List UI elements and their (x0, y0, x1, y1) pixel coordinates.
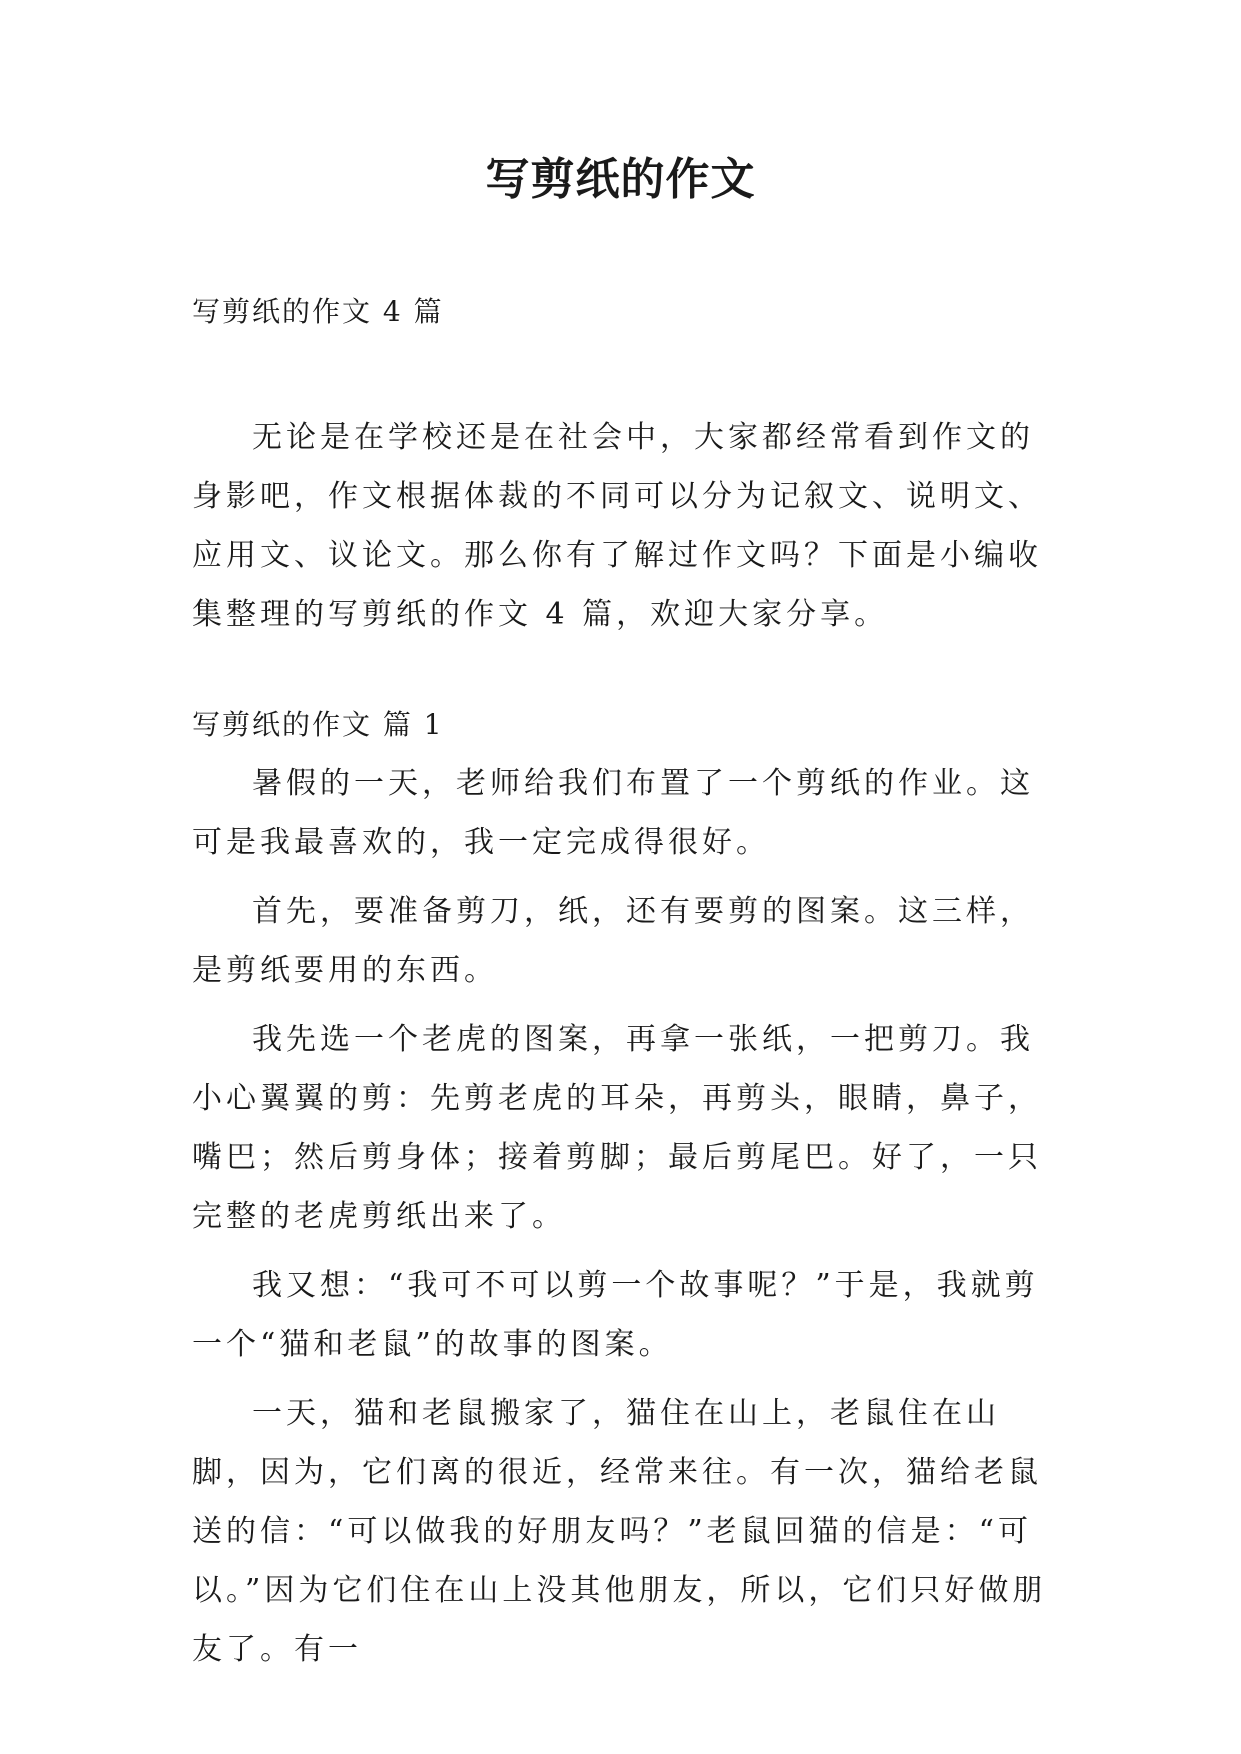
body-paragraph: 我又想：“我可不可以剪一个故事呢？”于是，我就剪一个“猫和老鼠”的故事的图案。 (192, 1268, 1039, 1362)
body-paragraph: 首先，要准备剪刀，纸，还有要剪的图案。这三样，是剪纸要用的东西。 (192, 894, 1034, 988)
body-paragraph: 暑假的一天，老师给我们布置了一个剪纸的作业。这可是我最喜欢的，我一定完成得很好。 (192, 766, 1034, 860)
document-title: 写剪纸的作文 (485, 154, 756, 205)
document-subtitle: 写剪纸的作文 4 篇 (192, 295, 444, 328)
body-paragraph: 我先选一个老虎的图案，再拿一张纸，一把剪刀。我小心翼翼的剪：先剪老虎的耳朵，再剪头，眼睛，鼻子，嘴巴；然后剪身体；接着剪脚；最后剪尾巴。好了，一只完整的老虎剪纸出来了。 (192, 1022, 1042, 1234)
intro-paragraph: 无论是在学校还是在社会中，大家都经常看到作文的身影吧，作文根据体裁的不同可以分为记叙文、说明文、应用文、议论文。那么你有了解过作文吗？下面是小编收集整理的写剪纸的作文 4 篇，欢迎大家分享。 (192, 420, 1042, 632)
section-heading: 写剪纸的作文 篇 1 (192, 708, 444, 741)
body-paragraph: 一天，猫和老鼠搬家了，猫住在山上，老鼠住在山脚，因为，它们离的很近，经常来往。有一次，猫给老鼠送的信：“可以做我的好朋友吗？”老鼠回猫的信是：“可以。”因为它们住在山上没其他朋友，所以，它们只好做朋友了。有一 (192, 1396, 1047, 1667)
section-body (192, 754, 1052, 1689)
